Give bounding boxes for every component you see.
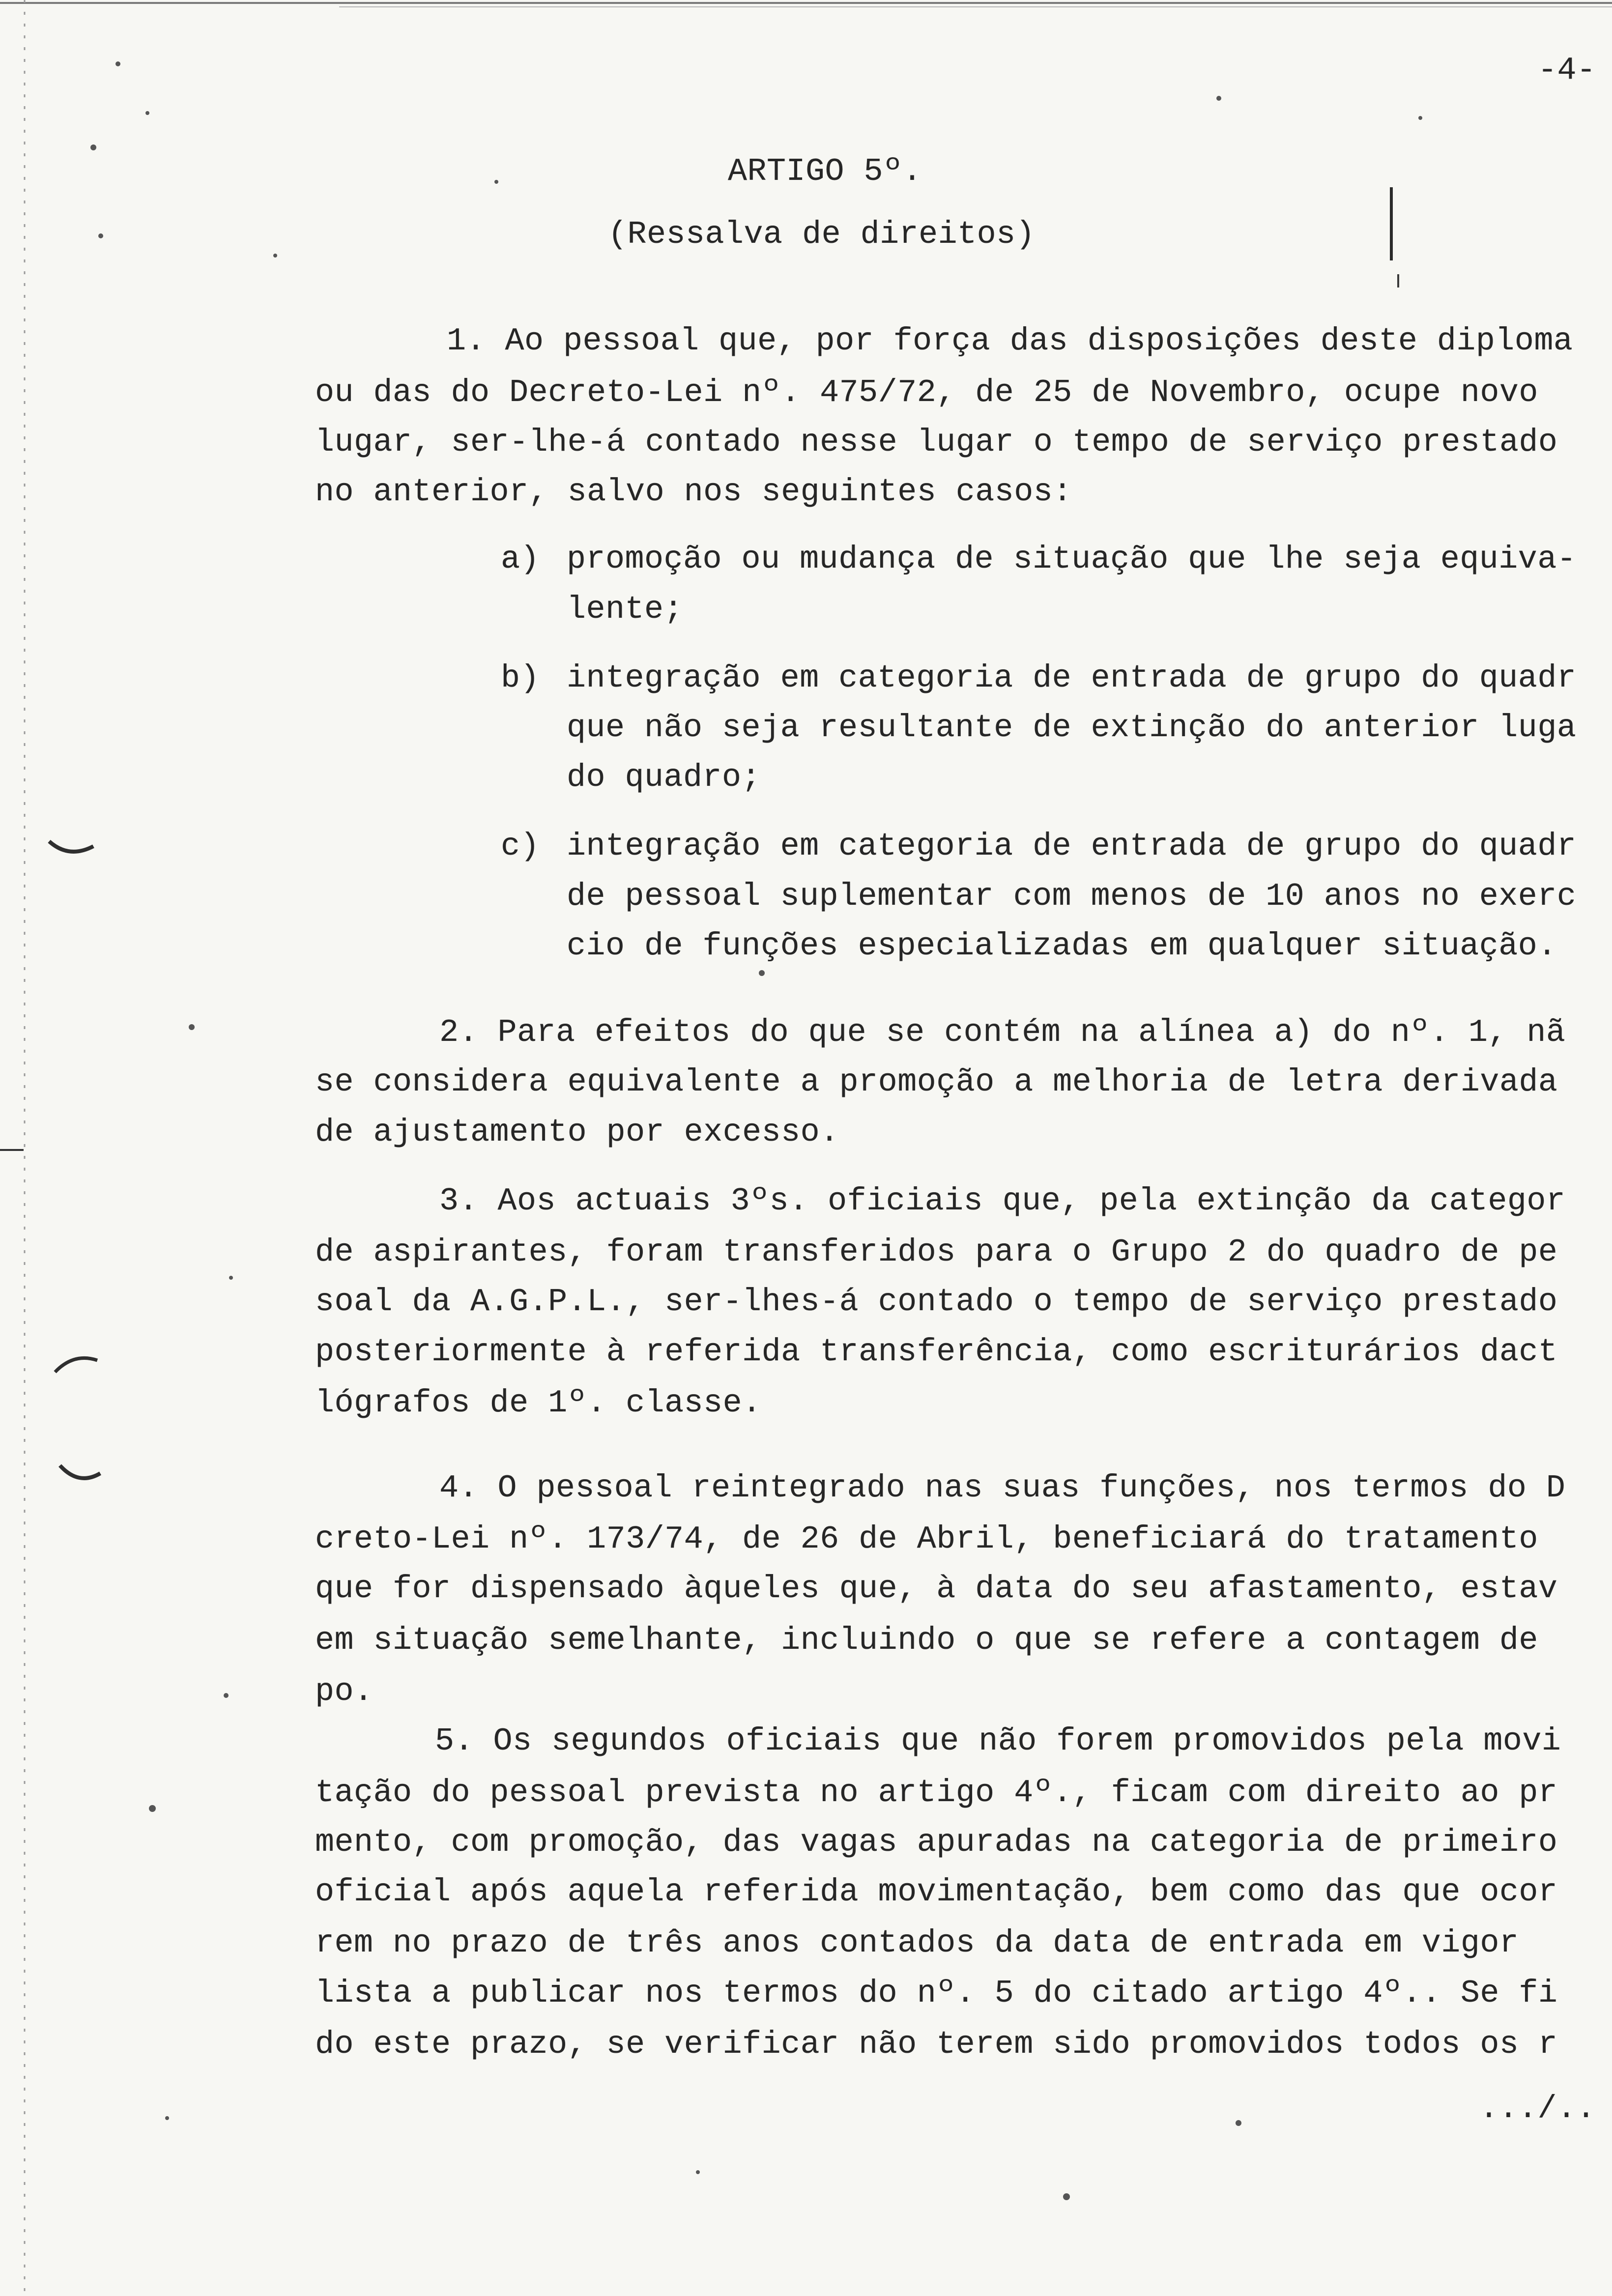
list-item-line: cio de funções especializadas em qualquer situação. [567, 928, 1557, 964]
list-item-line: do quadro; [567, 759, 761, 796]
paragraph-line: de aspirantes, foram transferidos para o Grupo 2 do quadro de pe [315, 1234, 1558, 1270]
list-item-label: a) [501, 541, 540, 577]
paragraph-line: de ajustamento por excesso. [315, 1114, 839, 1150]
paragraph-text: O pessoal reintegrado nas suas funções, nos termos do D [497, 1470, 1566, 1506]
paragraph-number: 5. [435, 1723, 474, 1759]
paragraph-number: 2. [439, 1014, 479, 1051]
paragraph-line: ou das do Decreto-Lei nº. 475/72, de 25 de Novembro, ocupe novo [315, 374, 1538, 411]
paragraph-line: lógrafos de 1º. classe. [315, 1385, 762, 1421]
paragraph-line: posteriormente à referida transferência, como escriturários dact [315, 1334, 1558, 1370]
article-title: ARTIGO 5º. [728, 153, 922, 190]
paragraph-line: lugar, ser-lhe-á contado nesse lugar o tempo de serviço prestado [315, 424, 1558, 460]
paragraph-line: tação do pessoal prevista no artigo 4º., ficam com direito ao pr [315, 1775, 1558, 1811]
paragraph-line: lista a publicar nos termos do nº. 5 do citado artigo 4º.. Se fi [315, 1975, 1558, 2011]
list-item-line: de pessoal suplementar com menos de 10 anos no exerc [567, 878, 1577, 915]
punch-hole-arc-bottom [60, 1465, 100, 1478]
paragraph-line: oficial após aquela referida movimentação, bem como das que ocor [315, 1874, 1558, 1910]
punch-hole-mark-upper [49, 841, 93, 852]
list-item-label: b) [501, 660, 540, 696]
paragraph-text: Para efeitos do que se contém na alínea a) do nº. 1, nã [497, 1014, 1566, 1051]
paragraph-line: que for dispensado àqueles que, à data do seu afastamento, estav [315, 1571, 1558, 1607]
paragraph-line: po. [315, 1673, 374, 1710]
list-item-label: c) [501, 828, 540, 864]
punch-hole-arc-top [55, 1358, 97, 1372]
list-item-line: que não seja resultante de extinção do anterior luga [567, 710, 1577, 746]
list-item-line: integração em categoria de entrada de grupo do quadr [567, 828, 1577, 864]
paragraph-line: rem no prazo de três anos contados da data de entrada em vigor [315, 1925, 1519, 1961]
paragraph-line: em situação semelhante, incluindo o que se refere a contagem de [315, 1622, 1538, 1659]
paragraph-first-line [435, 1722, 1561, 1761]
paragraph-first-line [439, 1013, 1565, 1052]
paragraph-line: se considera equivalente a promoção a melhoria de letra derivada [315, 1064, 1558, 1100]
list-item-line: integração em categoria de entrada de grupo do quadr [567, 660, 1577, 696]
continuation-marker: .../.. [1479, 2091, 1596, 2127]
paragraph-first-line [439, 1468, 1565, 1508]
paragraph-line: do este prazo, se verificar não terem sido promovidos todos os r [315, 2026, 1558, 2063]
paragraph-line: no anterior, salvo nos seguintes casos: [315, 474, 1072, 510]
paragraph-text: Ao pessoal que, por força das disposições deste diploma [505, 323, 1573, 359]
paragraph-line: mento, com promoção, das vagas apuradas na categoria de primeiro [315, 1824, 1558, 1861]
paragraph-line: creto-Lei nº. 173/74, de 26 de Abril, beneficiará do tratamento [315, 1521, 1538, 1557]
paragraph-number: 3. [439, 1183, 479, 1219]
paragraph-text: Os segundos oficiais que não forem promovidos pela movi [493, 1723, 1561, 1759]
paragraph-first-line [439, 1181, 1565, 1221]
paragraph-line: soal da A.G.P.L., ser-lhes-á contado o tempo de serviço prestado [315, 1284, 1558, 1320]
paragraph-first-line [447, 321, 1573, 361]
paragraph-number: 4. [439, 1470, 479, 1506]
article-subtitle: (Ressalva de direitos) [608, 216, 1036, 253]
list-item-line: lente; [567, 591, 684, 628]
paragraph-number: 1. [447, 323, 486, 359]
list-item-line: promoção ou mudança de situação que lhe seja equiva- [567, 541, 1577, 577]
paragraph-text: Aos actuais 3ºs. oficiais que, pela extinção da categor [497, 1183, 1566, 1219]
page-number: -4- [1538, 52, 1596, 88]
